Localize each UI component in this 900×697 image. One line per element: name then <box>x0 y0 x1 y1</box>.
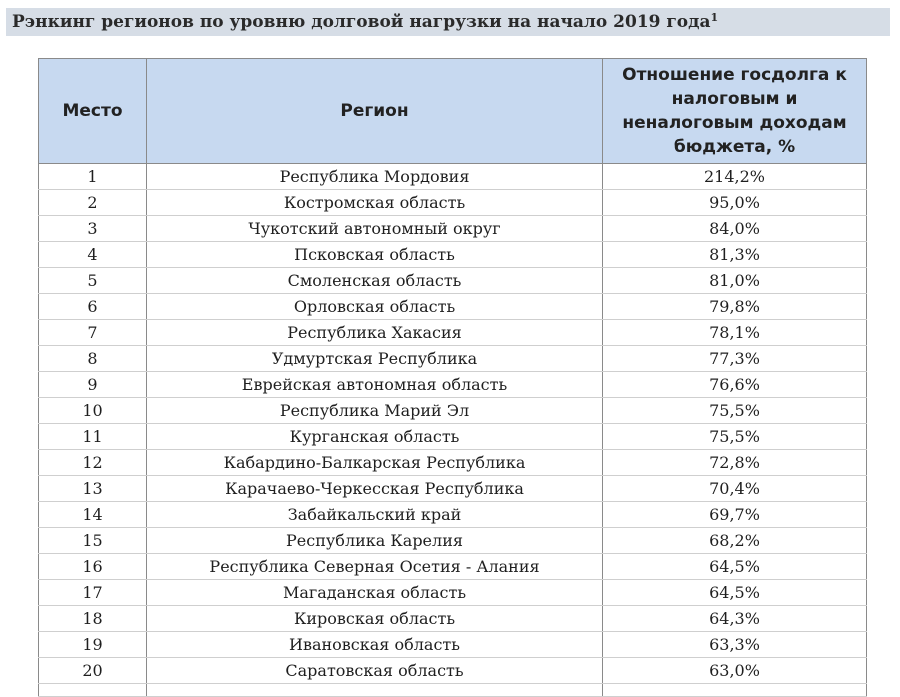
cell-ratio: 72,8% <box>603 450 867 476</box>
cell-region: Ивановская область <box>147 632 603 658</box>
table-row <box>39 164 867 190</box>
cell-ratio: 63,0% <box>603 658 867 684</box>
table-row <box>39 450 867 476</box>
cell-rank: 19 <box>39 632 147 658</box>
cell-ratio: 64,5% <box>603 580 867 606</box>
cell-rank: 1 <box>39 164 147 190</box>
cell-region: Республика Хакасия <box>147 320 603 346</box>
cell-rank: 12 <box>39 450 147 476</box>
cell-empty <box>39 684 147 697</box>
cell-rank: 8 <box>39 346 147 372</box>
cell-region: Костромская область <box>147 190 603 216</box>
cell-region: Смоленская область <box>147 268 603 294</box>
table-title <box>6 8 890 36</box>
cell-rank: 6 <box>39 294 147 320</box>
cell-rank: 9 <box>39 372 147 398</box>
cell-empty <box>147 684 603 697</box>
header-ratio: Отношение госдолга к налоговым и неналоговым доходам бюджета, % <box>603 59 867 164</box>
table-row <box>39 372 867 398</box>
table-row <box>39 502 867 528</box>
cell-rank: 10 <box>39 398 147 424</box>
table-row <box>39 424 867 450</box>
table-row <box>39 398 867 424</box>
cell-region: Кабардино-Балкарская Республика <box>147 450 603 476</box>
cell-rank: 18 <box>39 606 147 632</box>
cell-ratio: 78,1% <box>603 320 867 346</box>
table-row <box>39 190 867 216</box>
cell-ratio: 68,2% <box>603 528 867 554</box>
cell-rank: 14 <box>39 502 147 528</box>
cell-empty <box>603 684 867 697</box>
cell-rank: 11 <box>39 424 147 450</box>
cell-region: Чукотский автономный округ <box>147 216 603 242</box>
table-row <box>39 476 867 502</box>
ranking-table <box>38 58 867 697</box>
ranking-table-container <box>38 58 866 697</box>
cell-rank: 15 <box>39 528 147 554</box>
cell-rank: 2 <box>39 190 147 216</box>
header-region: Регион <box>147 59 603 164</box>
table-row <box>39 580 867 606</box>
cell-ratio: 69,7% <box>603 502 867 528</box>
cell-region: Республика Мордовия <box>147 164 603 190</box>
cell-ratio: 79,8% <box>603 294 867 320</box>
cell-region: Магаданская область <box>147 580 603 606</box>
cell-ratio: 75,5% <box>603 398 867 424</box>
table-header <box>39 59 867 164</box>
cell-region: Кировская область <box>147 606 603 632</box>
table-row <box>39 242 867 268</box>
cell-ratio: 70,4% <box>603 476 867 502</box>
table-title-text: Рэнкинг регионов по уровню долговой нагрузки на начало 2019 года <box>12 12 711 32</box>
cell-rank: 5 <box>39 268 147 294</box>
cell-region: Курганская область <box>147 424 603 450</box>
table-row <box>39 268 867 294</box>
cell-ratio: 81,3% <box>603 242 867 268</box>
cell-ratio: 81,0% <box>603 268 867 294</box>
table-row <box>39 658 867 684</box>
cell-ratio: 84,0% <box>603 216 867 242</box>
cell-ratio: 214,2% <box>603 164 867 190</box>
table-row <box>39 554 867 580</box>
table-row-cutoff <box>39 684 867 697</box>
cell-region: Карачаево-Черкесская Республика <box>147 476 603 502</box>
cell-region: Орловская область <box>147 294 603 320</box>
cell-rank: 3 <box>39 216 147 242</box>
table-body <box>39 164 867 697</box>
cell-rank: 16 <box>39 554 147 580</box>
table-row <box>39 320 867 346</box>
header-rank: Место <box>39 59 147 164</box>
cell-ratio: 77,3% <box>603 346 867 372</box>
cell-rank: 13 <box>39 476 147 502</box>
cell-region: Республика Марий Эл <box>147 398 603 424</box>
cell-rank: 7 <box>39 320 147 346</box>
table-row <box>39 606 867 632</box>
table-row <box>39 632 867 658</box>
cell-region: Псковская область <box>147 242 603 268</box>
table-row <box>39 294 867 320</box>
cell-ratio: 64,5% <box>603 554 867 580</box>
cell-region: Удмуртская Республика <box>147 346 603 372</box>
cell-region: Республика Карелия <box>147 528 603 554</box>
table-row <box>39 346 867 372</box>
cell-rank: 17 <box>39 580 147 606</box>
cell-region: Саратовская область <box>147 658 603 684</box>
cell-ratio: 76,6% <box>603 372 867 398</box>
table-row <box>39 216 867 242</box>
cell-ratio: 95,0% <box>603 190 867 216</box>
footnote-mark: 1 <box>710 11 719 24</box>
cell-ratio: 63,3% <box>603 632 867 658</box>
cell-ratio: 75,5% <box>603 424 867 450</box>
cell-ratio: 64,3% <box>603 606 867 632</box>
header-row <box>39 59 867 164</box>
cell-region: Республика Северная Осетия - Алания <box>147 554 603 580</box>
table-row <box>39 528 867 554</box>
cell-rank: 20 <box>39 658 147 684</box>
cell-region: Еврейская автономная область <box>147 372 603 398</box>
cell-rank: 4 <box>39 242 147 268</box>
cell-region: Забайкальский край <box>147 502 603 528</box>
